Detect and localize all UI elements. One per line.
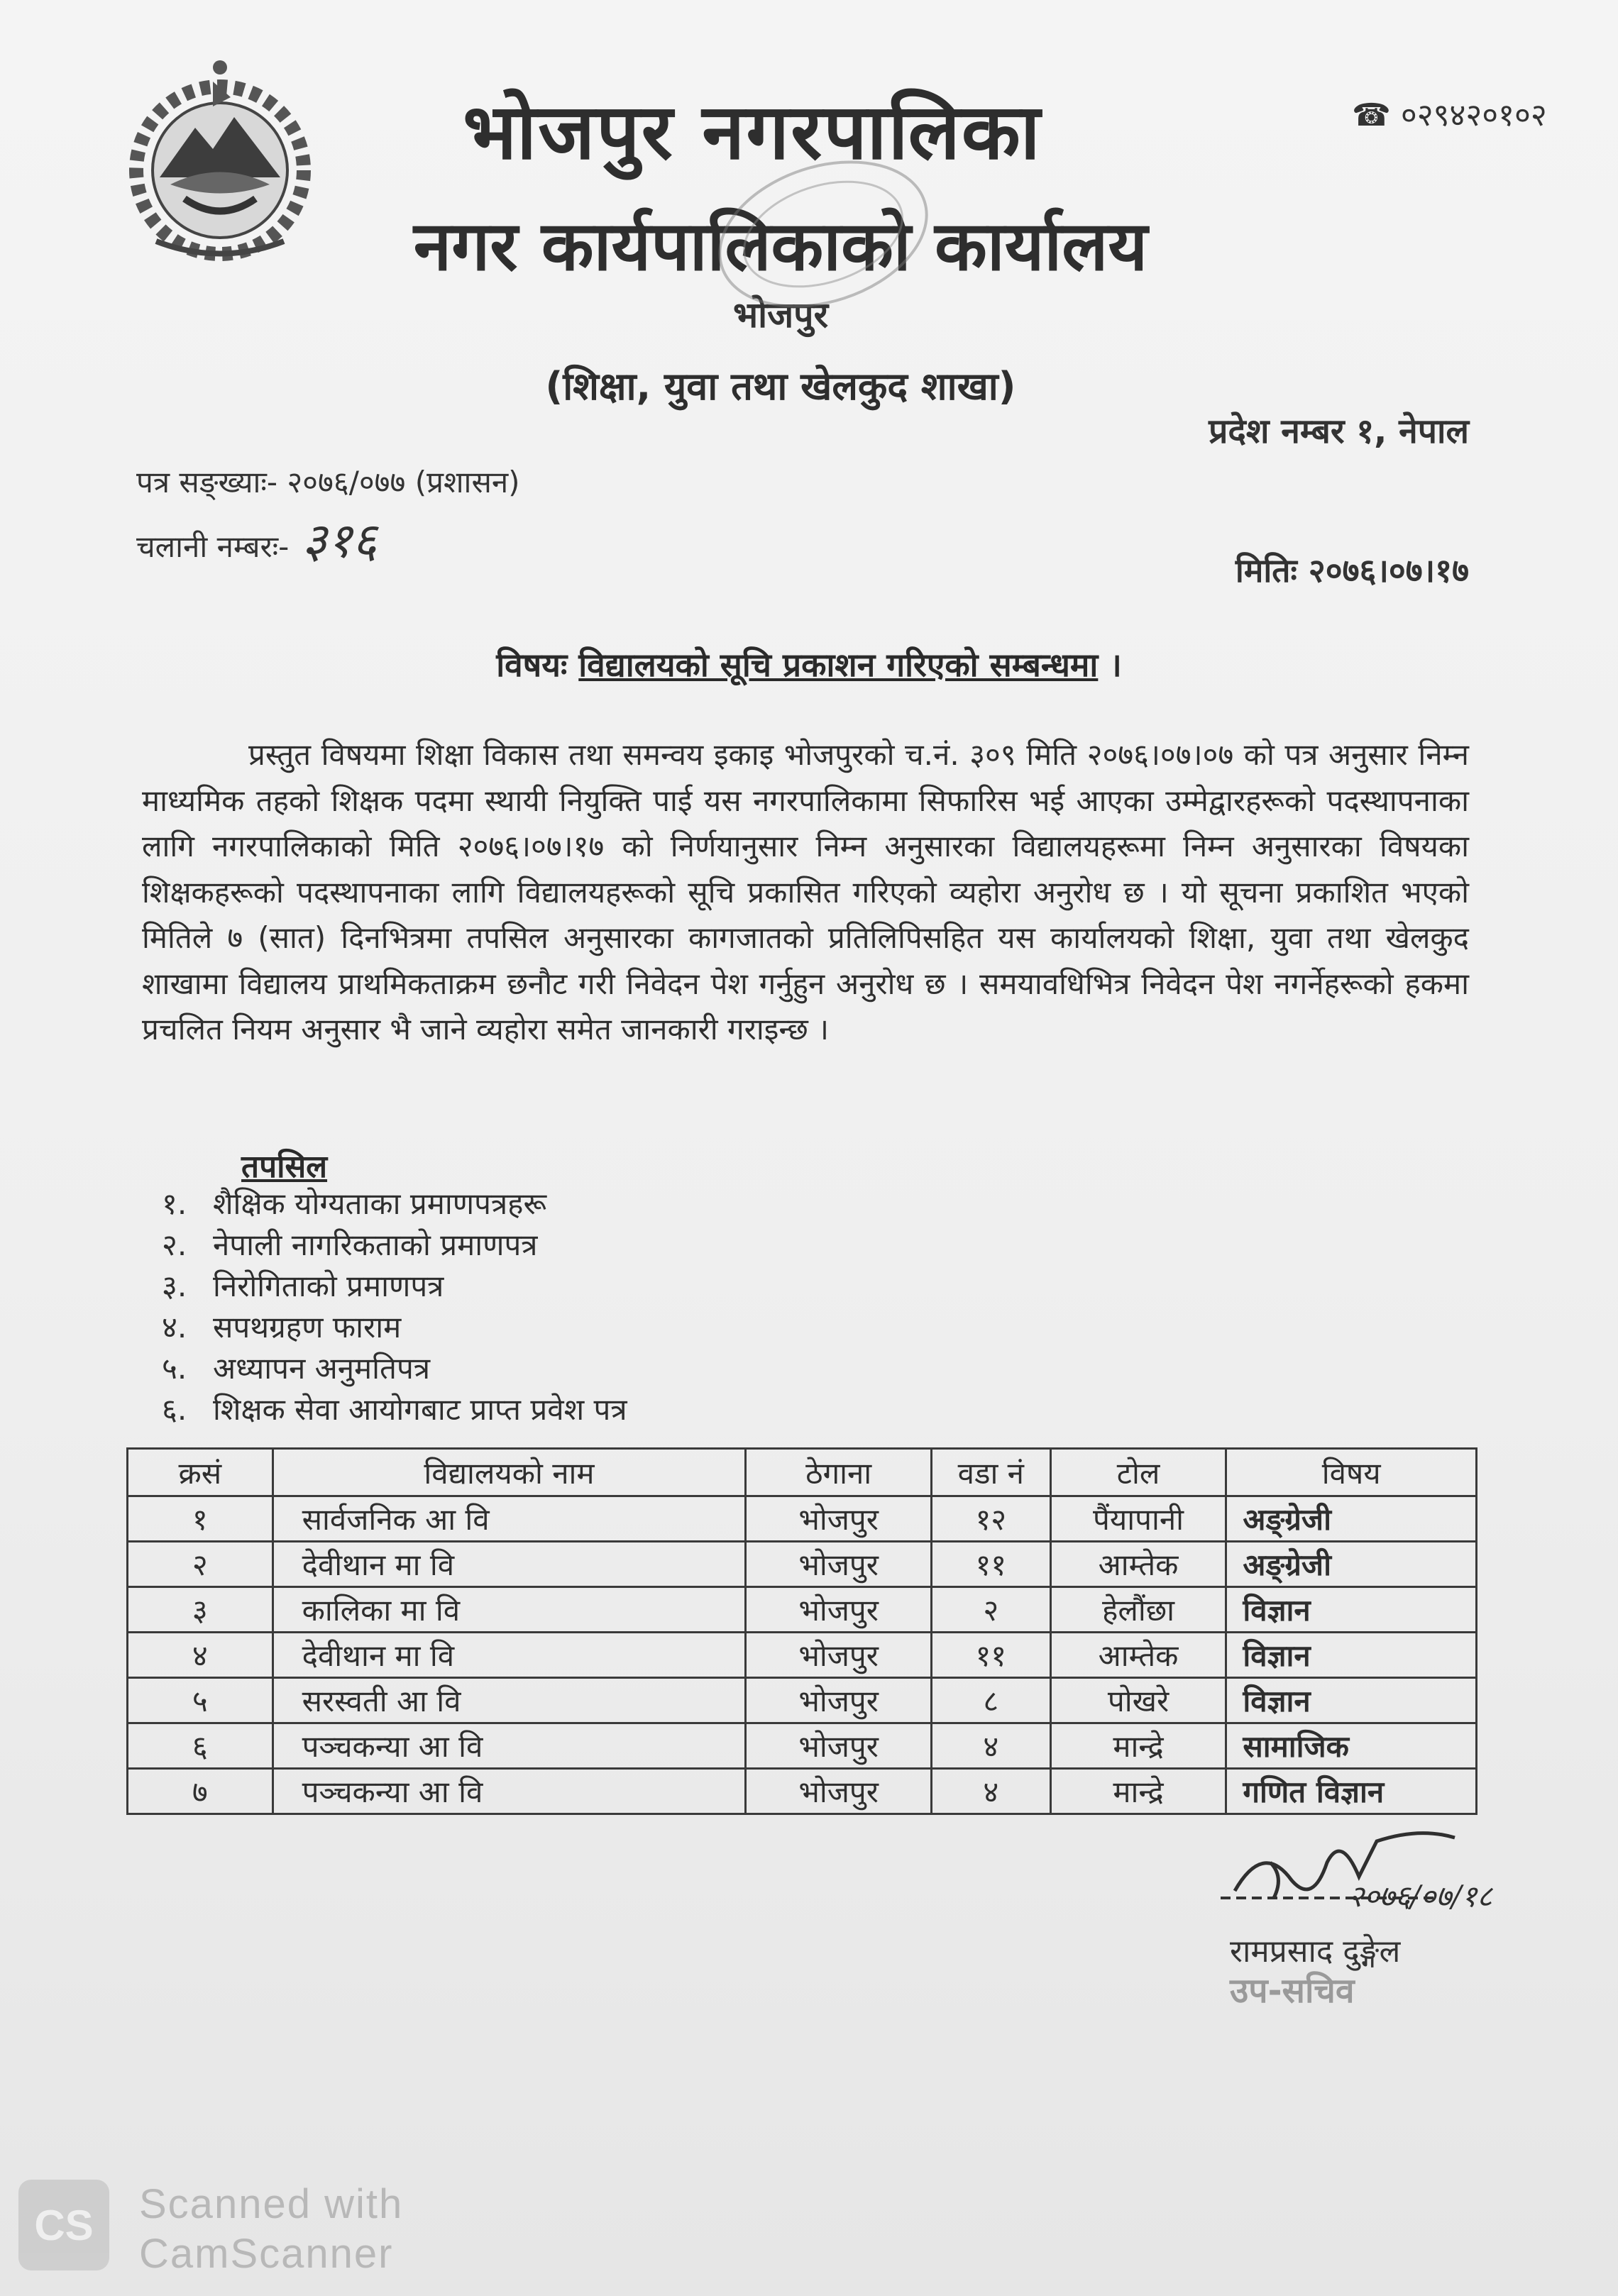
letter-date: मितिः २०७६।०७।१७ bbox=[1235, 551, 1469, 590]
cell-tole: मान्द्रे bbox=[1050, 1769, 1226, 1814]
list-item-text: शैक्षिक योग्यताका प्रमाणपत्रहरू bbox=[213, 1186, 547, 1221]
cell-serial: ५ bbox=[128, 1678, 273, 1723]
cell-serial: २ bbox=[128, 1542, 273, 1587]
cell-subject: गणित विज्ञान bbox=[1226, 1769, 1477, 1814]
subject-text: विद्यालयको सूचि प्रकाशन गरिएको सम्बन्धमा bbox=[578, 646, 1099, 684]
cell-address: भोजपुर bbox=[746, 1769, 932, 1814]
signatory-title: उप-सचिव bbox=[1230, 1971, 1355, 2011]
reference-number: पत्र सङ्ख्याः- २०७६/०७७ (प्रशासन) bbox=[136, 465, 520, 500]
handwritten-signature bbox=[1206, 1813, 1561, 1941]
cell-address: भोजपुर bbox=[746, 1587, 932, 1633]
cell-ward-no: ४ bbox=[931, 1769, 1050, 1814]
list-item-text: सपथग्रहण फाराम bbox=[213, 1310, 402, 1345]
cell-serial: ६ bbox=[128, 1723, 273, 1769]
school-list-table bbox=[126, 1447, 1477, 1815]
camscanner-logo-text: CS bbox=[34, 2202, 94, 2249]
list-item-number: ३. bbox=[162, 1269, 187, 1303]
cell-ward-no: १२ bbox=[931, 1496, 1050, 1542]
table-row bbox=[128, 1542, 1477, 1587]
subject-end: । bbox=[1098, 646, 1122, 684]
list-item bbox=[162, 1389, 627, 1430]
table-header-row bbox=[128, 1449, 1477, 1496]
cell-address: भोजपुर bbox=[746, 1542, 932, 1587]
list-item-number: ४. bbox=[162, 1310, 187, 1345]
list-item bbox=[162, 1183, 627, 1225]
list-item bbox=[162, 1225, 627, 1266]
camscanner-logo-icon bbox=[18, 2180, 109, 2270]
office-location-text: भोजपुर bbox=[732, 294, 829, 336]
table-row bbox=[128, 1723, 1477, 1769]
cell-ward-no: ११ bbox=[931, 1542, 1050, 1587]
cell-ward-no: २ bbox=[931, 1587, 1050, 1633]
cell-school-name: पञ्चकन्या आ वि bbox=[273, 1769, 746, 1814]
table-row bbox=[128, 1769, 1477, 1814]
office-stamp-icon bbox=[703, 156, 944, 312]
table-row bbox=[128, 1496, 1477, 1542]
cell-address: भोजपुर bbox=[746, 1678, 932, 1723]
cell-serial: ७ bbox=[128, 1769, 273, 1814]
cell-serial: ३ bbox=[128, 1587, 273, 1633]
cell-serial: १ bbox=[128, 1496, 273, 1542]
table-row bbox=[128, 1587, 1477, 1633]
subject-label: विषयः bbox=[496, 646, 568, 684]
branch-name bbox=[0, 358, 1618, 411]
cell-school-name: कालिका मा वि bbox=[273, 1587, 746, 1633]
list-item-number: १. bbox=[162, 1186, 187, 1221]
annex-heading: तपसिल bbox=[241, 1149, 328, 1185]
table-row bbox=[128, 1678, 1477, 1723]
cell-subject: विज्ञान bbox=[1226, 1678, 1477, 1723]
col-header-tole: टोल bbox=[1050, 1449, 1226, 1496]
col-header-ward-no: वडा नं bbox=[931, 1449, 1050, 1496]
cell-ward-no: ४ bbox=[931, 1723, 1050, 1769]
letter-body: प्रस्तुत विषयमा शिक्षा विकास तथा समन्वय इकाइ भोजपुरको च.नं. ३०९ मिति २०७६।०७।०७ को पत्र अनुसार निम्न माध्यमिक तहको शिक्षक पदमा स्थायी नियुक्ति पाई यस नगरपालिकामा सिफारिस भई आएका उम्मेद्वारहरूको पदस्थापनाका लागि नगरपालिकाको मिति २०७६।०७।१७ को निर्णयानुसार निम्न अनुसारका विद्यालयहरूमा निम्न अनुसारका विषयका शिक्षकहरूको पदस्थापनाका लागि विद्यालयहरूको सूचि प्रकासित गरिएको व्यहोरा अनुरोध छ । यो सूचना प्रकाशित भएको मितिले ७ (सात) दिनभित्रमा तपसिल अनुसारका कागजातको प्रतिलिपिसहित यस कार्यालयको शिक्षा, युवा तथा खेलकुद शाखामा विद्यालय प्राथमिकताक्रम छनौट गरी निवेदन पेश गर्नुहुन अनुरोध छ । समयावधिभित्र निवेदन पेश नगर्नेहरूको हकमा प्रचलित नियम अनुसार भै जाने व्यहोरा समेत जानकारी गराइन्छ । bbox=[142, 737, 1469, 1047]
cell-subject: अङ्ग्रेजी bbox=[1226, 1542, 1477, 1587]
list-item-number: ५. bbox=[162, 1351, 187, 1386]
dispatch-number bbox=[136, 505, 377, 571]
list-item-text: शिक्षक सेवा आयोगबाट प्राप्त प्रवेश पत्र bbox=[213, 1392, 627, 1427]
telephone-icon: ☎ bbox=[1352, 97, 1391, 133]
cell-tole: आम्तेक bbox=[1050, 1542, 1226, 1587]
signatory-name: रामप्रसाद दुङ्गेल bbox=[1230, 1933, 1401, 1970]
col-header-subject: विषय bbox=[1226, 1449, 1477, 1496]
list-item-text: अध्यापन अनुमतिपत्र bbox=[213, 1351, 431, 1386]
watermark-line-2: CamScanner bbox=[139, 2231, 394, 2277]
list-item-number: २. bbox=[162, 1227, 187, 1262]
cell-ward-no: ११ bbox=[931, 1633, 1050, 1678]
col-header-serial: क्रसं bbox=[128, 1449, 273, 1496]
cell-school-name: सरस्वती आ वि bbox=[273, 1678, 746, 1723]
cell-address: भोजपुर bbox=[746, 1633, 932, 1678]
list-item bbox=[162, 1307, 627, 1348]
cell-subject: विज्ञान bbox=[1226, 1587, 1477, 1633]
watermark-line-1: Scanned with bbox=[139, 2181, 404, 2227]
phone-text: ०२९४२०१०२ bbox=[1400, 97, 1547, 133]
list-item bbox=[162, 1348, 627, 1389]
cell-school-name: पञ्चकन्या आ वि bbox=[273, 1723, 746, 1769]
organization-name-text: भोजपुर नगरपालिका bbox=[463, 88, 1042, 177]
signature-date: २०७६/०७/१८ bbox=[1348, 1879, 1493, 1914]
cell-address: भोजपुर bbox=[746, 1723, 932, 1769]
dispatch-value: ३१६ bbox=[302, 513, 378, 569]
office-name-text: नगर कार्यपालिकाको कार्यालय bbox=[413, 206, 1148, 286]
cell-school-name: देवीथान मा वि bbox=[273, 1633, 746, 1678]
cell-tole: हेलौंछा bbox=[1050, 1587, 1226, 1633]
list-item bbox=[162, 1266, 627, 1307]
cell-address: भोजपुर bbox=[746, 1496, 932, 1542]
col-header-school-name: विद्यालयको नाम bbox=[273, 1449, 746, 1496]
cell-school-name: सार्वजनिक आ वि bbox=[273, 1496, 746, 1542]
cell-school-name: देवीथान मा वि bbox=[273, 1542, 746, 1587]
cell-tole: पैंयापानी bbox=[1050, 1496, 1226, 1542]
scanner-watermark bbox=[139, 2180, 403, 2279]
col-header-address: ठेगाना bbox=[746, 1449, 932, 1496]
cell-tole: पोखरे bbox=[1050, 1678, 1226, 1723]
cell-ward-no: ८ bbox=[931, 1678, 1050, 1723]
list-item-text: निरोगिताको प्रमाणपत्र bbox=[213, 1269, 444, 1303]
required-documents-list bbox=[162, 1183, 627, 1430]
cell-subject: सामाजिक bbox=[1226, 1723, 1477, 1769]
cell-subject: विज्ञान bbox=[1226, 1633, 1477, 1678]
cell-subject: अङ्ग्रेजी bbox=[1226, 1496, 1477, 1542]
table-row bbox=[128, 1633, 1477, 1678]
province-text: प्रदेश नम्बर १, नेपाल bbox=[1209, 412, 1469, 451]
subject-line bbox=[0, 642, 1618, 686]
branch-name-text: (शिक्षा, युवा तथा खेलकुद शाखा) bbox=[545, 364, 1016, 409]
cell-tole: आम्तेक bbox=[1050, 1633, 1226, 1678]
cell-serial: ४ bbox=[128, 1633, 273, 1678]
list-item-number: ६. bbox=[162, 1392, 187, 1427]
list-item-text: नेपाली नागरिकताको प्रमाणपत्र bbox=[213, 1227, 538, 1262]
cell-tole: मान्द्रे bbox=[1050, 1723, 1226, 1769]
dispatch-label: चलानी नम्बरः- bbox=[136, 529, 290, 564]
